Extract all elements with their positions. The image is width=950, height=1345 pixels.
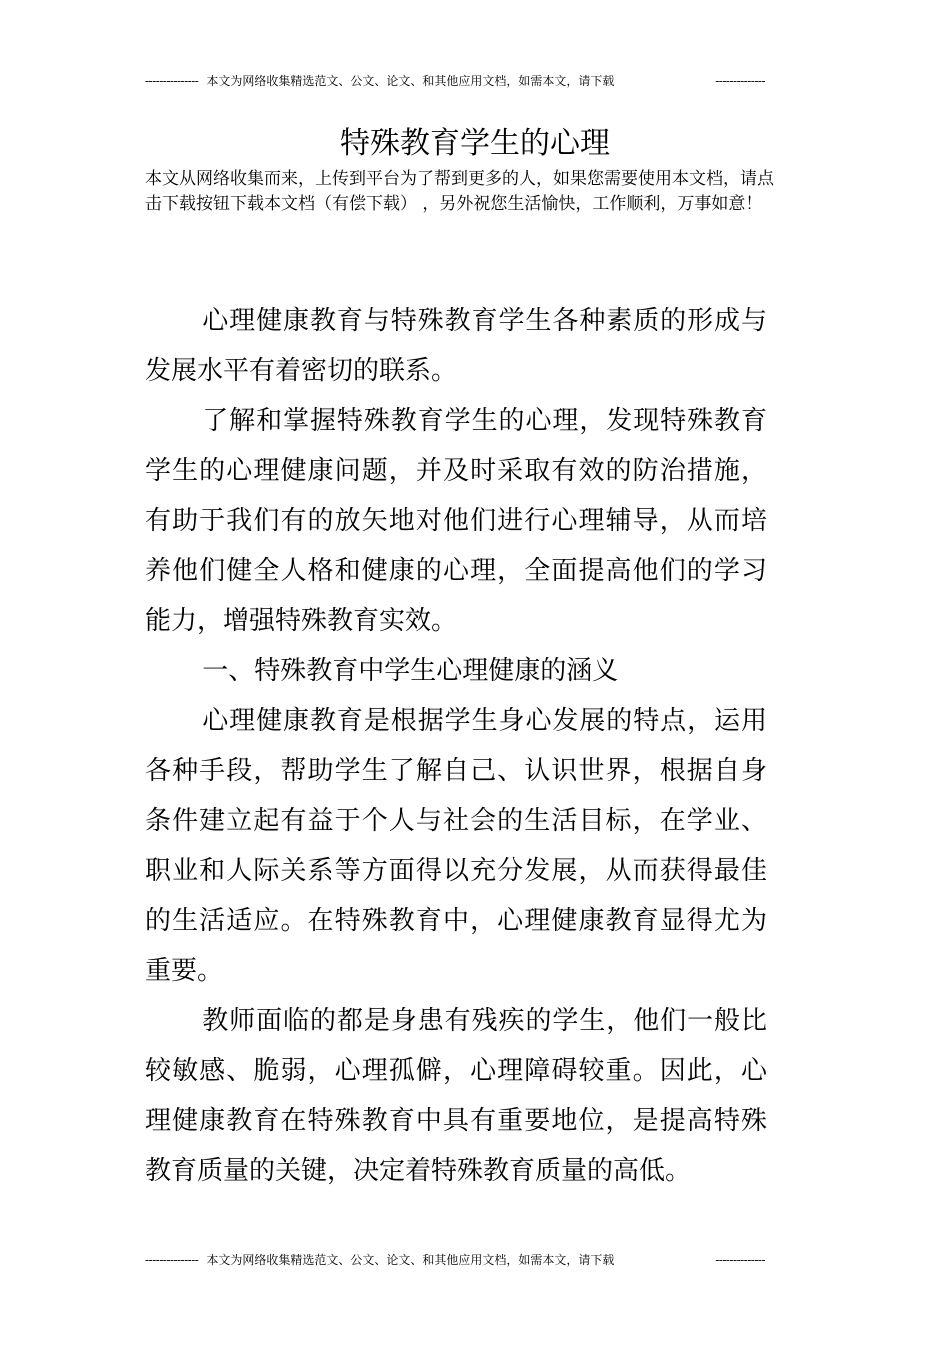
body-paragraph-2: 了解和掌握特殊教育学生的心理，发现特殊教育学生的心理健康问题，并及时采取有效的防治措施，有助于我们有的放矢地对他们进行心理辅导，从而培养他们健全人格和健康的心理，全面提高他们的学习能力，增强特殊教育实效。: [145, 406, 767, 636]
footer-right-dashes: --------------: [715, 1253, 765, 1267]
body-paragraph-4: 教师面临的都是身患有残疾的学生，他们一般比较敏感、脆弱，心理孤僻，心理障碍较重。因此，心理健康教育在特殊教育中具有重要地位，是提高特殊教育质量的关键，决定着特殊教育质量的高低。: [145, 1006, 767, 1186]
download-notice: 本文从网络收集而来，上传到平台为了帮到更多的人，如果您需要使用本文档，请点击下载按钮下载本文档（有偿下载） ，另外祝您生活愉快，工作顺利，万事如意！: [145, 169, 774, 214]
section-heading-1: 一、特殊教育中学生心理健康的涵义: [202, 656, 619, 686]
body-paragraph-3: 心理健康教育是根据学生身心发展的特点，运用各种手段，帮助学生了解自己、认识世界，根据自身条件建立起有益于个人与社会的生活目标，在学业、职业和人际关系等方面得以充分发展，从而获得最佳的生活适应。在特殊教育中，心理健康教育显得尤为重要。: [145, 706, 767, 986]
header-right-dashes: --------------: [715, 74, 765, 88]
document-title: 特殊教育学生的心理: [340, 126, 610, 161]
header-left-dashes: ---------------: [145, 74, 199, 88]
document-body: [145, 296, 767, 1196]
header-text: 本文为网络收集精选范文、公文、论文、和其他应用文档，如需本文，请下载: [206, 74, 615, 88]
body-paragraph-1: 心理健康教育与特殊教育学生各种素质的形成与发展水平有着密切的联系。: [145, 306, 767, 386]
page-footer: [145, 1252, 765, 1268]
footer-text: 本文为网络收集精选范文、公文、论文、和其他应用文档，如需本文，请下载: [206, 1253, 615, 1267]
page-header: [145, 73, 765, 89]
footer-left-dashes: ---------------: [145, 1253, 199, 1267]
